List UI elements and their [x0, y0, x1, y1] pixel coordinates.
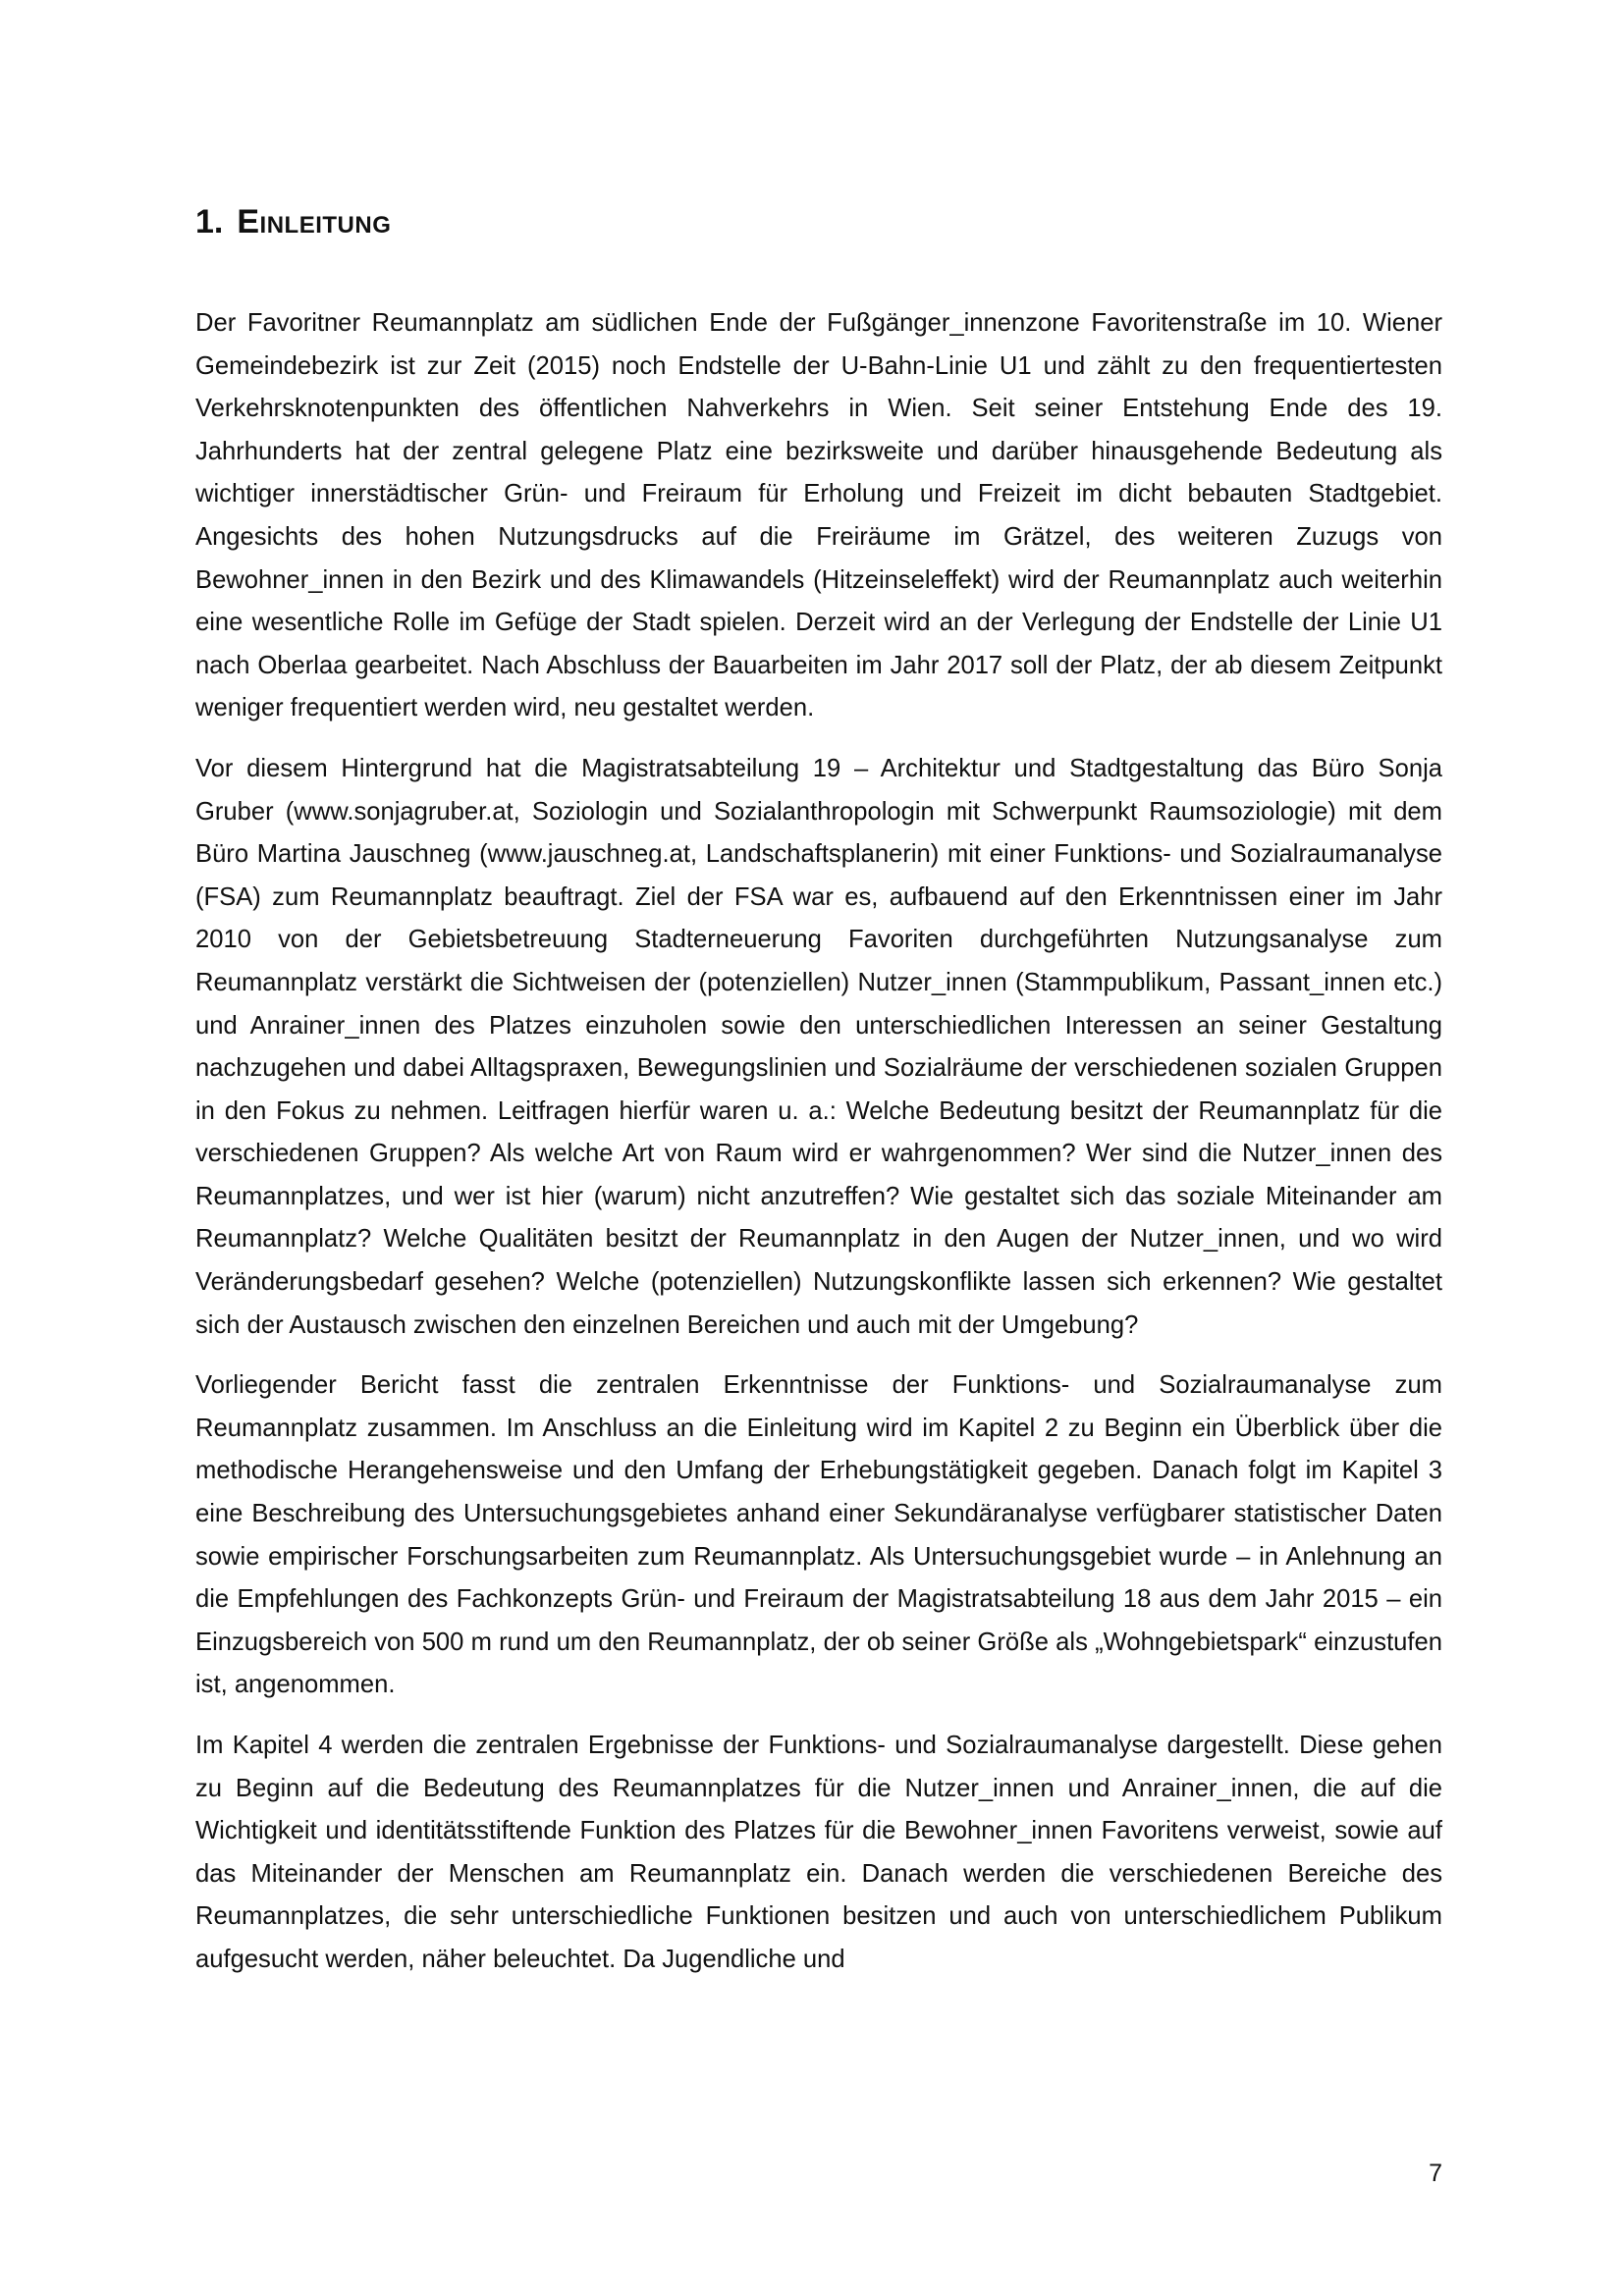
- chapter-title: Einleitung: [237, 203, 392, 240]
- paragraph-3: Vorliegender Bericht fasst die zentralen Erkenntnisse der Funktions- und Sozialraumanalyse zum Reumannplatz zusammen. Im Anschluss an die Einleitung wird im Kapitel 2 zu Beginn ein Überblick über die methodische Herangehensweise und den Umfang der Erhebungstätigkeit gegeben. Danach folgt im Kapitel 3 eine Beschreibung des Untersuchungsgebietes anhand einer Sekundäranalyse verfügbarer statistischer Daten sowie empirischer Forschungsarbeiten zum Reumannplatz. Als Untersuchungsgebiet wurde – in Anlehnung an die Empfehlungen des Fachkonzepts Grün- und Freiraum der Magistratsabteilung 18 aus dem Jahr 2015 – ein Einzugsbereich von 500 m rund um den Reumannplatz, der ob seiner Größe als „Wohngebietspark“ einzustufen ist, angenommen.: [195, 1371, 1442, 1699]
- body-text: [195, 302, 1442, 2000]
- chapter-heading: [195, 200, 391, 243]
- paragraph-4: Im Kapitel 4 werden die zentralen Ergebnisse der Funktions- und Sozialraumanalyse dargestellt. Diese gehen zu Beginn auf die Bedeutung des Reumannplatzes für die Nutzer_innen und Anrainer_innen, die auf die Wichtigkeit und identitätsstiftende Funktion des Platzes für die Bewohner_innen Favoritens verweist, sowie auf das Miteinander der Menschen am Reumannplatz ein. Danach werden die verschiedenen Bereiche des Reumannplatzes, die sehr unterschiedliche Funktionen besitzen und auch von unterschiedlichem Publikum aufgesucht werden, näher beleuchtet. Da Jugendliche und: [195, 1732, 1442, 1973]
- chapter-number: 1.: [195, 203, 224, 240]
- paragraph-1: Der Favoritner Reumannplatz am südlichen Ende der Fußgänger_innenzone Favoritenstraße im 10. Wiener Gemeindebezirk ist zur Zeit (2015) noch Endstelle der U-Bahn-Linie U1 und zählt zu den frequentiertesten Verkehrsknotenpunkten des öffentlichen Nahverkehrs in Wien. Seit seiner Entstehung Ende des 19. Jahrhunderts hat der zentral gelegene Platz eine bezirksweite und darüber hinausgehende Bedeutung als wichtiger innerstädtischer Grün- und Freiraum für Erholung und Freizeit im dicht bebauten Stadtgebiet. Angesichts des hohen Nutzungsdrucks auf die Freiräume im Grätzel, des weiteren Zuzugs von Bewohner_innen in den Bezirk und des Klimawandels (Hitzeinseleffekt) wird der Reumannplatz auch weiterhin eine wesentliche Rolle im Gefüge der Stadt spielen. Derzeit wird an der Verlegung der Endstelle der Linie U1 nach Oberlaa gearbeitet. Nach Abschluss der Bauarbeiten im Jahr 2017 soll der Platz, der ab diesem Zeitpunkt weniger frequentiert werden wird, neu gestaltet werden.: [195, 309, 1442, 722]
- paragraph-2: Vor diesem Hintergrund hat die Magistratsabteilung 19 – Architektur und Stadtgestaltung das Büro Sonja Gruber (www.sonjagruber.at, Soziologin und Sozialanthropologin mit Schwerpunkt Raumsoziologie) mit dem Büro Martina Jauschneg (www.jauschneg.at, Landschaftsplanerin) mit einer Funktions- und Sozialraumanalyse (FSA) zum Reumannplatz beauftragt. Ziel der FSA war es, aufbauend auf den Erkenntnissen einer im Jahr 2010 von der Gebietsbetreuung Stadterneuerung Favoriten durchgeführten Nutzungsanalyse zum Reumannplatz verstärkt die Sichtweisen der (potenziellen) Nutzer_innen (Stammpublikum, Passant_innen etc.) und Anrainer_innen des Platzes einzuholen sowie den unterschiedlichen Interessen an seiner Gestaltung nachzugehen und dabei Alltagspraxen, Bewegungslinien und Sozialräume der verschiedenen sozialen Gruppen in den Fokus zu nehmen. Leitfragen hierfür waren u. a.: Welche Bedeutung besitzt der Reumannplatz für die verschiedenen Gruppen? Als welche Art von Raum wird er wahrgenommen? Wer sind die Nutzer_innen des Reumannplatzes, und wer ist hier (warum) nicht anzutreffen? Wie gestaltet sich das soziale Miteinander am Reumannplatz? Welche Qualitäten besitzt der Reumannplatz in den Augen der Nutzer_innen, und wo wird Veränderungsbedarf gesehen? Welche (potenziellen) Nutzungskonflikte lassen sich erkennen? Wie gestaltet sich der Austausch zwischen den einzelnen Bereichen und auch mit der Umgebung?: [195, 754, 1442, 1339]
- page-number: 7: [1429, 2160, 1442, 2187]
